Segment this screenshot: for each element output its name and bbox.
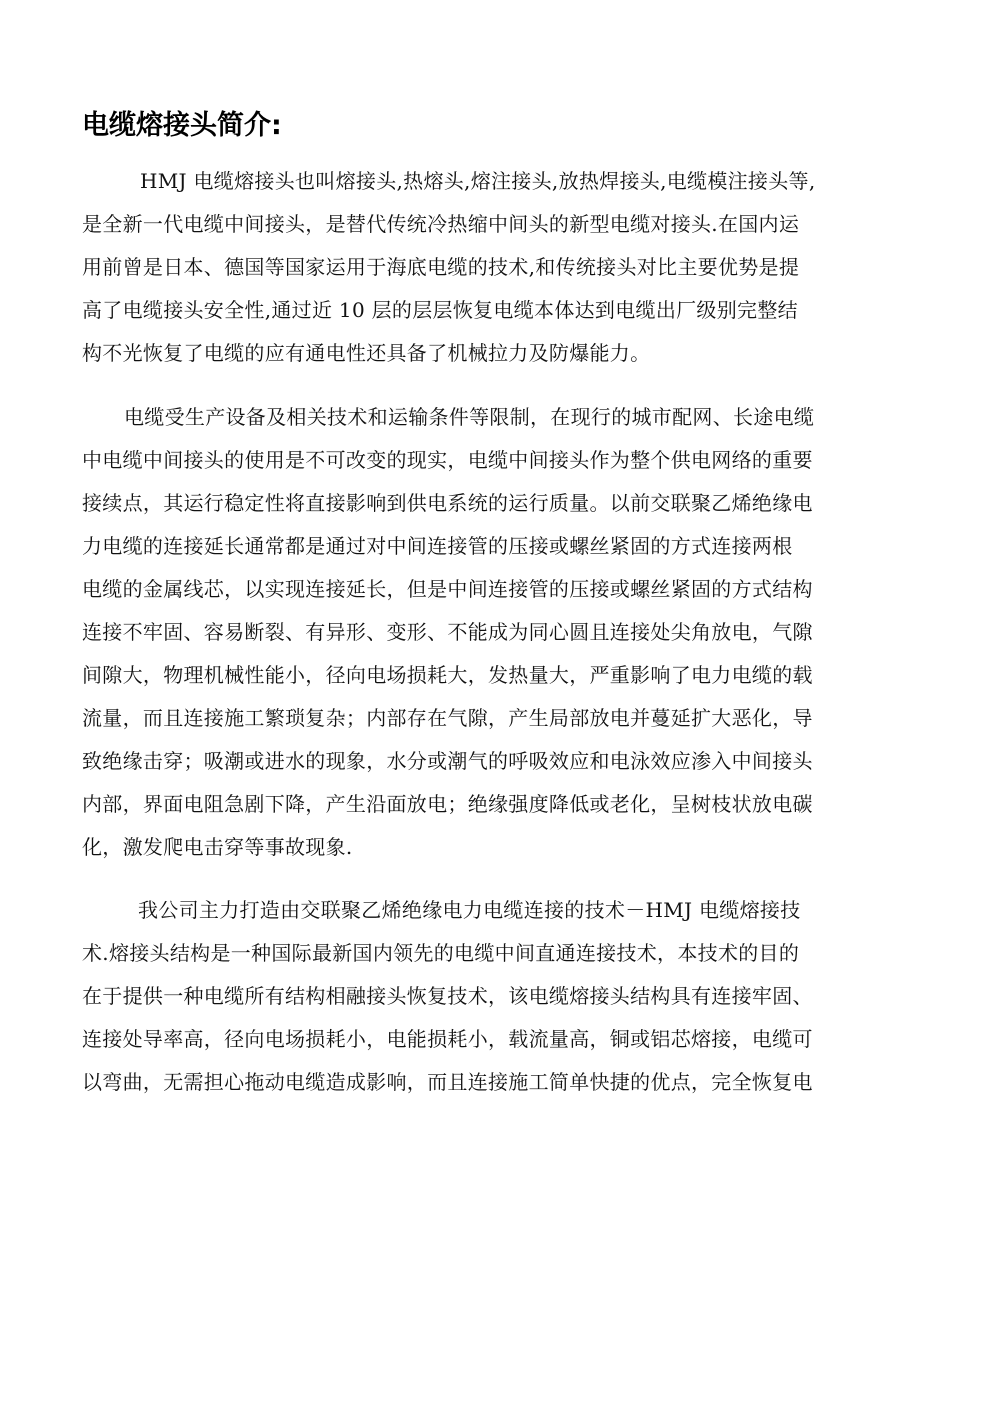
paragraph-line: 电缆的金属线芯，以实现连接延长，但是中间连接管的压接或螺丝紧固的方式结构: [82, 577, 813, 601]
paragraph-line: 高了电缆接头安全性,通过近 10 层的层层恢复电缆本体达到电缆出厂级别完整结: [82, 298, 798, 322]
paragraph-line: 内部，界面电阻急剧下降，产生沿面放电；绝缘强度降低或老化，呈树枝状放电碳: [82, 792, 813, 816]
paragraph-line: 连接不牢固、容易断裂、有异形、变形、不能成为同心圆且连接处尖角放电，气隙: [82, 620, 813, 644]
paragraph-line: 以弯曲，无需担心拖动电缆造成影响，而且连接施工简单快捷的优点，完全恢复电: [82, 1070, 813, 1094]
paragraph-line: 术.熔接头结构是一种国际最新国内领先的电缆中间直通连接技术，本技术的目的: [82, 941, 800, 965]
paragraph-line: 构不光恢复了电缆的应有通电性还具备了机械拉力及防爆能力。: [82, 341, 651, 365]
paragraph-line: 力电缆的连接延长通常都是通过对中间连接管的压接或螺丝紧固的方式连接两根: [82, 534, 793, 558]
paragraph-line: 用前曾是日本、德国等国家运用于海底电缆的技术,和传统接头对比主要优势是提: [82, 255, 800, 279]
paragraph-3: [82, 889, 922, 1104]
paragraph-1: [82, 160, 922, 375]
paragraph-line: 我公司主力打造由交联聚乙烯绝缘电力电缆连接的技术－HMJ 电缆熔接技: [138, 898, 801, 922]
paragraph-line: 连接处导率高，径向电场损耗小，电能损耗小，载流量高，铜或铝芯熔接，电缆可: [82, 1027, 813, 1051]
paragraph-line: 在于提供一种电缆所有结构相融接头恢复技术，该电缆熔接头结构具有连接牢固、: [82, 984, 813, 1008]
document-body: [82, 160, 922, 1104]
paragraph-line: 接续点，其运行稳定性将直接影响到供电系统的运行质量。以前交联聚乙烯绝缘电: [82, 491, 813, 515]
paragraph-line: 流量，而且连接施工繁琐复杂；内部存在气隙，产生局部放电并蔓延扩大恶化，导: [82, 706, 813, 730]
paragraph-line: HMJ 电缆熔接头也叫熔接头,热熔头,熔注接头,放热焊接头,电缆模注接头等,: [140, 169, 816, 193]
paragraph-2: [82, 396, 922, 869]
paragraph-line: 中电缆中间接头的使用是不可改变的现实，电缆中间接头作为整个供电网络的重要: [82, 448, 813, 472]
paragraph-line: 是全新一代电缆中间接头，是替代传统冷热缩中间头的新型电缆对接头.在国内运: [82, 212, 800, 236]
document-heading: 电缆熔接头简介:: [82, 110, 282, 141]
paragraph-line: 间隙大，物理机械性能小，径向电场损耗大，发热量大，严重影响了电力电缆的载: [82, 663, 813, 687]
paragraph-line: 化，激发爬电击穿等事故现象.: [82, 835, 353, 859]
paragraph-line: 致绝缘击穿；吸潮或进水的现象，水分或潮气的呼吸效应和电泳效应渗入中间接头: [82, 749, 813, 773]
paragraph-line: 电缆受生产设备及相关技术和运输条件等限制，在现行的城市配网、长途电缆: [124, 405, 815, 429]
